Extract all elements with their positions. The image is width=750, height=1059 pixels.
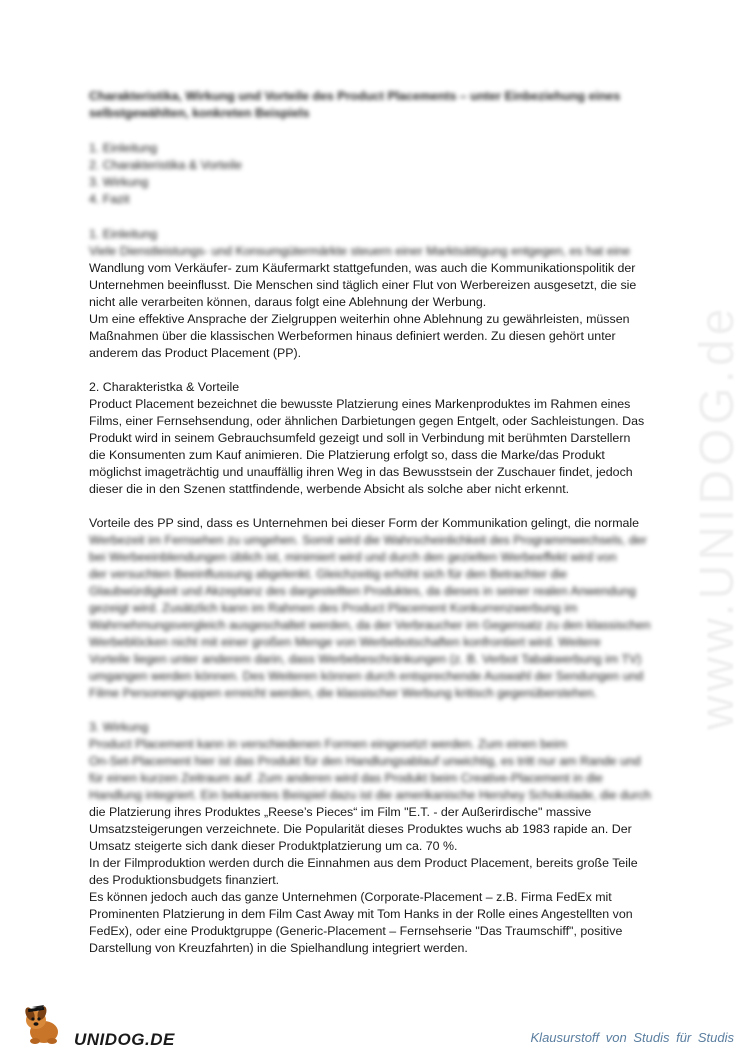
document-title: Charakteristika, Wirkung und Vorteile des Product Placements – unter Einbeziehung eines selbstgewählten, konkreten Beispiels	[89, 89, 621, 120]
paragraph-line: für einen kurzen Zeitraum auf. Zum anderen wird das Produkt beim Creative-Placement in die	[89, 771, 603, 785]
paragraph-line: Wandlung vom Verkäufer- zum Käufermarkt stattgefunden, was auch die Kommunikationspolitik der	[89, 261, 636, 275]
paragraph-line: nicht alle verarbeiten können, daraus folgt eine Ablehnung der Werbung.	[89, 295, 487, 309]
section-heading: 3. Wirkung	[89, 720, 149, 734]
paragraph-line: dieser die in den Szenen stattfindende, werbende Absicht als solche aber nicht erkennt.	[89, 482, 570, 496]
unidog-logo[interactable]	[22, 1004, 175, 1049]
paragraph-line: Es können jedoch auch das ganze Unternehmen (Corporate-Placement – z.B. Firma FedEx mit	[89, 890, 612, 904]
paragraph-line: die Konsumenten zum Kauf animieren. Die Platzierung erfolgt so, dass die Marke/das Produkt	[89, 448, 605, 462]
paragraph-line: des Produktionsbudgets finanziert.	[89, 873, 280, 887]
paragraph-line: Produkt wird in seinem Gebrauchsumfeld gezeigt und soll in Verbindung mit berühmten Darstellern	[89, 431, 631, 445]
paragraph-line: gezeigt wird. Zusätzlich kann im Rahmen des Product Placement Konkurrenzwerbung im	[89, 601, 578, 615]
paragraph-line: die Platzierung ihres Produktes „Reese’s Pieces“ im Film "E.T. - der Außerirdische" massive	[89, 805, 592, 819]
paragraph-line: Product Placement bezeichnet die bewusste Platzierung eines Markenproduktes im Rahmen eines	[89, 397, 631, 411]
paragraph-line: umgangen werden können. Des Weiteren können durch entsprechende Auswahl der Sendungen und	[89, 669, 644, 683]
watermark: www.UNIDOG.de	[691, 304, 744, 730]
paragraph-line: Wahrnehmungsvergleich ausgeschaltet werden, da der Verbraucher im Gegensatz zu den klassischen	[89, 618, 651, 632]
paragraph-line: Vorteile liegen unter anderem darin, dass Werbebeschränkungen (z. B. Verbot Tabakwerbung im TV)	[89, 652, 642, 666]
paragraph-line: Darstellung von Kreuzfahrten) in die Spielhandlung integriert werden.	[89, 941, 468, 955]
section-heading: 2. Charakteristka & Vorteile	[89, 380, 240, 394]
toc-item: 3. Wirkung	[89, 175, 149, 189]
footer-tagline: Klausurstoff von Studis für Studis	[530, 1030, 734, 1045]
paragraph-line: In der Filmproduktion werden durch die Einnahmen aus dem Product Placement, bereits große Teile	[89, 856, 638, 870]
paragraph-line: Unternehmen beeinflusst. Die Menschen sind täglich einer Flut von Werbereizen ausgesetzt, die sie	[89, 278, 637, 292]
paragraph-line: Werbezeit im Fernsehen zu umgehen. Somit wird die Wahrscheinlichkeit des Programmwechsels, der	[89, 533, 647, 547]
paragraph-line: Umsatzsteigerungen verzeichnete. Die Popularität dieses Produktes wuchs ab 1983 rapide an. Der	[89, 822, 632, 836]
paragraph-line: bei Werbeeinblendungen üblich ist, minimiert wird und durch den gezielten Werbeeffekt wird von	[89, 550, 617, 564]
paragraph-line: anderem das Product Placement (PP).	[89, 346, 302, 360]
document-body	[89, 88, 689, 957]
paragraph-line: Viele Dienstleistungs- und Konsumgütermärkte steuern einer Marktsättigung entgegen, es hat eine	[89, 244, 631, 258]
paragraph-line: Werbeblöcken nicht mit einer großen Menge von Werbebotschaften konfrontiert wird. Weitere	[89, 635, 601, 649]
toc-item: 4. Fazit	[89, 192, 130, 206]
paragraph-line: Handlung integriert. Ein bekanntes Beispiel dazu ist die amerikanische Hershey Schokolade, die durch	[89, 788, 652, 802]
paragraph-line: der versuchten Beeinflussung abgelenkt. Gleichzeitig erhöht sich für den Betrachter die	[89, 567, 568, 581]
paragraph-line: Maßnahmen über die klassischen Werbeformen hinaus definiert werden. Zu diesen gehört unter	[89, 329, 616, 343]
toc-item: 2. Charakteristika & Vorteile	[89, 158, 242, 172]
paragraph-line: möglichst imageträchtig und unauffällig ihren Weg in das Bewusstsein der Zuschauer findet, jedoch	[89, 465, 633, 479]
paragraph-line: On-Set-Placement hier ist das Produkt für den Handlungsablauf unwichtig, es tritt nur am Rande und	[89, 754, 641, 768]
logo-text: UNIDOG.DE	[74, 1030, 175, 1049]
paragraph-line: Vorteile des PP sind, dass es Unternehmen bei dieser Form der Kommunikation gelingt, die normale	[89, 516, 640, 530]
table-of-contents	[89, 140, 689, 208]
paragraph-line: Filme Personengruppen erreicht werden, die klassischer Werbung kritisch gegenüberstehen.	[89, 686, 598, 700]
paragraph-line: Umsatz steigerte sich dank dieser Produktplatzierung um ca. 70 %.	[89, 839, 458, 853]
blurred-paragraph	[89, 532, 689, 702]
section-heading: 1. Einleitung	[89, 227, 158, 241]
paragraph-line: Glaubwürdigkeit und Akzeptanz des dargestellten Produktes, da dieses in seiner realen Anwendung	[89, 584, 636, 598]
paragraph-line: Prominenten Platzierung in dem Film Cast Away mit Tom Hanks in der Rolle eines Angestellten von	[89, 907, 633, 921]
paragraph-line: Um eine effektive Ansprache der Zielgruppen weiterhin ohne Ablehnung zu gewährleisten, müssen	[89, 312, 630, 326]
dog-icon	[22, 1004, 74, 1048]
blurred-paragraph	[89, 719, 689, 804]
paragraph-line: Product Placement kann in verschiedenen Formen eingesetzt werden. Zum einen beim	[89, 737, 567, 751]
toc-item: 1. Einleitung	[89, 141, 158, 155]
paragraph-line: Films, einer Fernsehsendung, oder ähnlichen Darbietungen gegen Entgelt, oder Sachleistungen. Das	[89, 414, 645, 428]
paragraph-line: FedEx), oder eine Produktgruppe (Generic-Placement – Fernsehserie "Das Traumschiff", positive	[89, 924, 623, 938]
